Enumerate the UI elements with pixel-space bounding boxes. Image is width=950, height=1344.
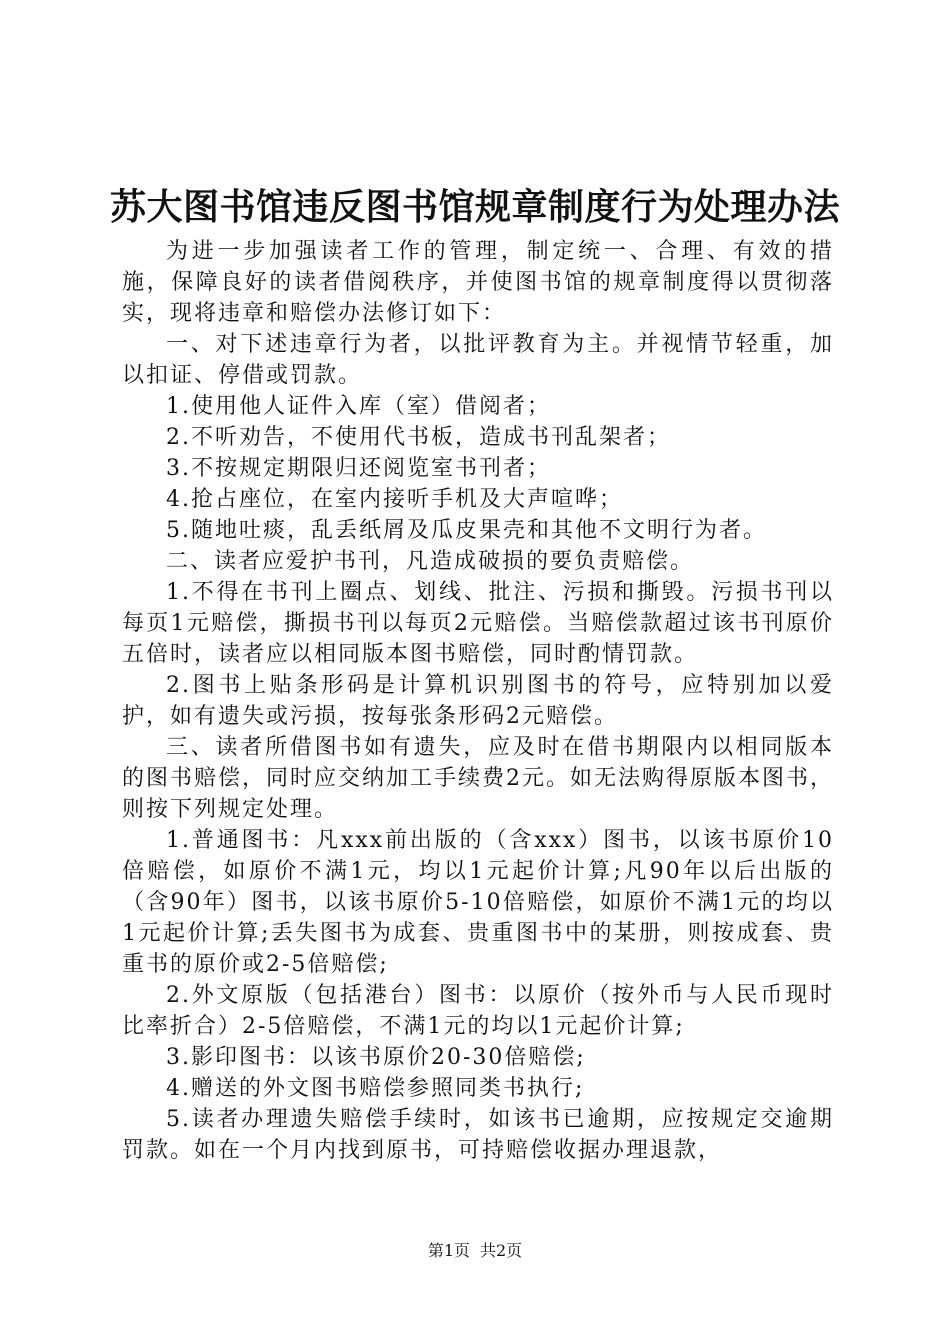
paragraph: 3.不按规定期限归还阅览室书刊者； [166, 456, 551, 481]
paragraph: 4.赠送的外文图书赔偿参照同类书执行; [166, 1076, 585, 1101]
paragraph: 4.抢占座位，在室内接听手机及大声喧哗； [166, 487, 623, 512]
paragraph: 2.不听劝告，不使用代书板，造成书刊乱架者； [166, 425, 671, 450]
page-footer [0, 1241, 950, 1261]
paragraph: 5.读者办理遗失赔偿手续时，如该书已逾期，应按规定交逾期罚款。如在一个月内找到原书，可持赔偿收据办理退款， [122, 1107, 834, 1163]
paragraph: 3.影印图书：以该书原价20-30倍赔偿; [166, 1045, 586, 1070]
page-number: 第1页 [427, 1241, 470, 1260]
paragraph: 2.图书上贴条形码是计算机识别图书的符号，应特别加以爱护，如有遗失或污损，按每张条形码2元赔偿。 [122, 673, 834, 729]
paragraph: 1.不得在书刊上圈点、划线、批注、污损和撕毁。污损书刊以每页1元赔偿，撕损书刊以每页2元赔偿。当赔偿款超过该书刊原价五倍时，读者应以相同版本图书赔偿，同时酌情罚款。 [122, 580, 834, 667]
paragraph: 1.普通图书：凡xxx前出版的（含xxx）图书，以该书原价10倍赔偿，如原价不满1元，均以1元起价计算;凡90年以后出版的（含90年）图书，以该书原价5-10倍赔偿，如原价不满1元的均以1元起价计算;丢失图书为成套、贵重图书中的某册，则按成套、贵重书的原价或2-5倍赔偿; [122, 828, 834, 977]
paragraph: 2.外文原版（包括港台）图书：以原价（按外币与人民币现时比率折合）2-5倍赔偿，不满1元的均以1元起价计算; [122, 983, 834, 1039]
document-body [122, 236, 834, 1166]
paragraph: 一、对下述违章行为者，以批评教育为主。并视情节轻重，加以扣证、停借或罚款。 [122, 332, 834, 388]
paragraph: 5.随地吐痰，乱丢纸屑及瓜皮果壳和其他不文明行为者。 [166, 518, 767, 543]
paragraph: 三、读者所借图书如有遗失，应及时在借书期限内以相同版本的图书赔偿，同时应交纳加工手续费2元。如无法购得原版本图书，则按下列规定处理。 [122, 735, 834, 822]
document-title: 苏大图书馆违反图书馆规章制度行为处理办法 [109, 186, 840, 228]
page-total: 共2页 [480, 1241, 523, 1260]
paragraph: 1.使用他人证件入库（室）借阅者； [166, 394, 551, 419]
paragraph: 二、读者应爱护书刊，凡造成破损的要负责赔偿。 [166, 549, 695, 574]
paragraph: 为进一步加强读者工作的管理，制定统一、合理、有效的措施，保障良好的读者借阅秩序，并使图书馆的规章制度得以贯彻落实，现将违章和赔偿办法修订如下： [122, 239, 834, 326]
